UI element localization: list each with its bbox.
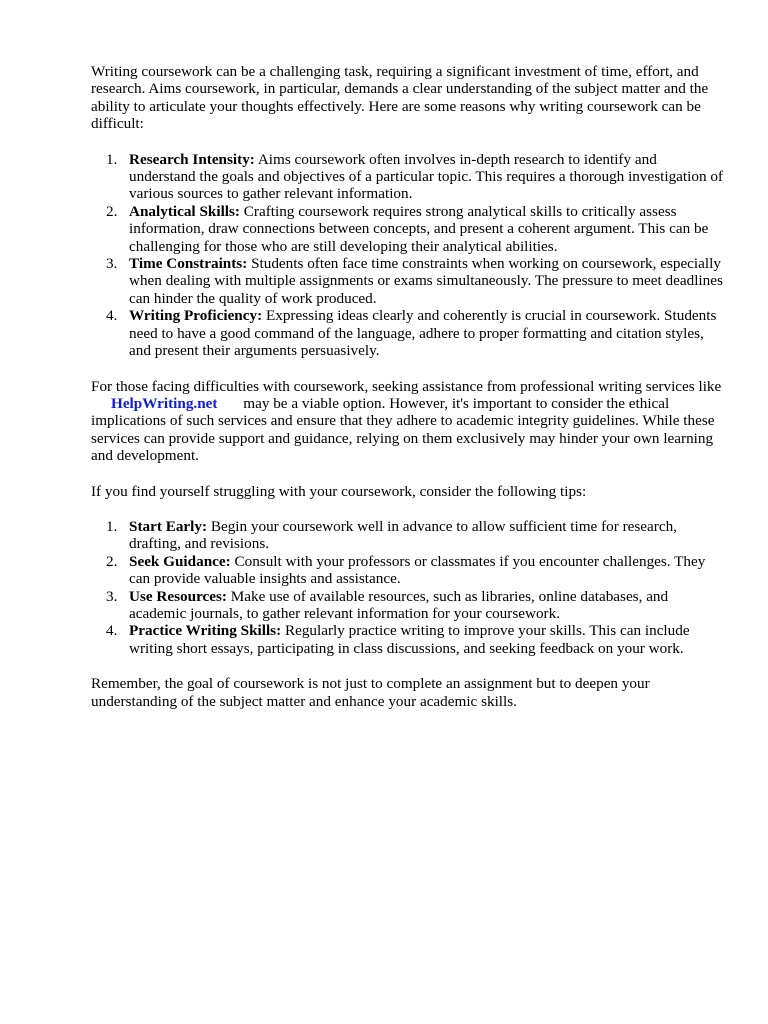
list-number: 4. [106, 622, 118, 640]
reasons-list [91, 151, 725, 360]
list-text: Students often face time constraints when working on coursework, especially when dealing with multiple assignments or exams simultaneously. The pressure to meet deadlines can hinder the quality of work produced. [129, 255, 723, 307]
list-text: Aims coursework often involves in-depth research to identify and understand the goals and objectives of a particular topic. This requires a thorough investigation of various sources to gather relevant information. [129, 150, 723, 203]
list-number: 1. [106, 150, 118, 168]
services-paragraph [91, 378, 725, 465]
list-item [91, 588, 725, 623]
list-number: 3. [106, 587, 118, 605]
list-item [91, 553, 725, 588]
list-item [91, 518, 725, 553]
list-text: Expressing ideas clearly and coherently is crucial in coursework. Students need to have a good command of the language, adhere to proper formatting and citation styles, and present their arguments persuasively. [129, 307, 717, 360]
list-number: 1. [106, 517, 118, 535]
list-term: Use Resources: [129, 587, 227, 605]
document-page [91, 63, 725, 728]
services-text-after: may be a viable option. However, it's important to consider the ethical implications of such services and ensure that they adhere to academic integrity guidelines. While these services can provide support and guidance, relying on them exclusively may hinder your own learning and development. [91, 394, 715, 465]
list-text: Crafting coursework requires strong analytical skills to critically assess information, draw connections between concepts, and present a coherent argument. This can be challenging for those who are still developing their analytical abilities. [129, 202, 709, 255]
list-item [91, 307, 725, 359]
list-item [91, 622, 725, 657]
list-text: Consult with your professors or classmates if you encounter challenges. They can provide valuable insights and assistance. [129, 552, 706, 588]
services-text-before: For those facing difficulties with coursework, seeking assistance from professional writing services like [91, 377, 722, 395]
tips-intro-paragraph: If you find yourself struggling with your coursework, consider the following tips: [91, 482, 587, 500]
list-number: 3. [106, 255, 118, 273]
list-term: Practice Writing Skills: [129, 622, 282, 640]
list-text: Make use of available resources, such as libraries, online databases, and academic journals, to gather relevant information for your coursework. [129, 587, 669, 622]
list-item [91, 151, 725, 203]
list-text: Regularly practice writing to improve your skills. This can include writing short essays, participating in class discussions, and seeking feedback on your work. [129, 622, 690, 657]
list-term: Analytical Skills: [129, 202, 240, 220]
list-number: 4. [106, 307, 118, 325]
list-term: Time Constraints: [129, 255, 248, 273]
helpwriting-link[interactable]: HelpWriting.net [111, 394, 218, 412]
list-term: Research Intensity: [129, 150, 255, 168]
intro-paragraph: Writing coursework can be a challenging task, requiring a significant investment of time, effort, and research. Aims coursework, in particular, demands a clear understanding of the subject matter and the ability to articulate your thoughts effectively. Here are some reasons why writing coursework can be difficult: [91, 63, 709, 133]
list-term: Start Early: [129, 517, 208, 535]
list-item [91, 203, 725, 255]
tips-list [91, 518, 725, 657]
list-term: Seek Guidance: [129, 552, 231, 570]
conclusion-paragraph: Remember, the goal of coursework is not just to complete an assignment but to deepen your understanding of the subject matter and enhance your academic skills. [91, 675, 650, 710]
list-number: 2. [106, 552, 118, 570]
list-item [91, 255, 725, 307]
list-term: Writing Proficiency: [129, 307, 263, 325]
list-text: Begin your coursework well in advance to allow sufficient time for research, drafting, and revisions. [129, 517, 677, 553]
list-number: 2. [106, 202, 118, 220]
